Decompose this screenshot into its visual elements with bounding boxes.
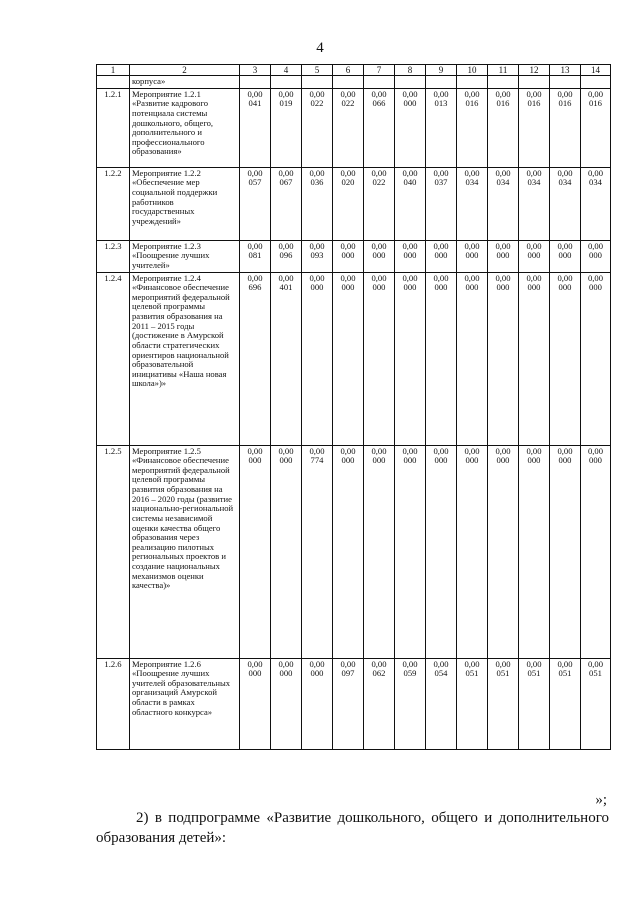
value-cell bbox=[271, 272, 302, 445]
value-integer-part: 0,00 bbox=[587, 658, 604, 669]
value-cell bbox=[457, 88, 488, 167]
value-cell bbox=[426, 240, 457, 272]
value-integer-part: 0,00 bbox=[402, 272, 418, 283]
value-fraction-part: 034 bbox=[527, 177, 541, 188]
value-cell bbox=[581, 272, 611, 445]
value-integer-part: 0,00 bbox=[557, 167, 573, 178]
value-integer-part: 0,00 bbox=[247, 658, 263, 669]
table-cell bbox=[302, 76, 333, 89]
value-integer-part: 0,00 bbox=[557, 445, 573, 456]
value-integer-part: 0,00 bbox=[402, 658, 418, 669]
value-integer-part: 0,00 bbox=[587, 240, 604, 251]
table-row bbox=[97, 240, 611, 272]
value-integer-part: 0,00 bbox=[464, 88, 480, 99]
value-fraction-part: 000 bbox=[279, 668, 293, 679]
value-cell bbox=[488, 88, 519, 167]
value-integer-part: 0,00 bbox=[340, 88, 356, 99]
value-integer-part: 0,00 bbox=[526, 88, 542, 99]
value-fraction-part: 034 bbox=[465, 177, 479, 188]
value-fraction-part: 019 bbox=[279, 98, 293, 109]
value-fraction-part: 013 bbox=[434, 98, 448, 109]
table-cell bbox=[550, 76, 581, 89]
measure-name: Мероприятие 1.2.4 «Финансовое обеспечение мероприятий федеральной целевой программы развития образования на 2011 – 2015 годы (достижение в Амурской области стратегических ориентиров национальной образовательной инициативы «Наша новая школа»)» bbox=[130, 272, 240, 445]
value-fraction-part: 000 bbox=[589, 455, 602, 466]
value-integer-part: 0,00 bbox=[278, 445, 294, 456]
value-cell bbox=[333, 658, 364, 749]
table-cell bbox=[271, 76, 302, 89]
value-fraction-part: 000 bbox=[341, 455, 355, 466]
value-integer-part: 0,00 bbox=[371, 167, 387, 178]
value-fraction-part: 000 bbox=[558, 455, 572, 466]
value-cell bbox=[240, 167, 271, 240]
value-fraction-part: 020 bbox=[341, 177, 355, 188]
value-fraction-part: 000 bbox=[279, 455, 293, 466]
value-fraction-part: 000 bbox=[341, 250, 355, 261]
value-cell bbox=[364, 272, 395, 445]
page-number: 4 bbox=[316, 40, 324, 56]
value-cell bbox=[457, 272, 488, 445]
value-integer-part: 0,00 bbox=[247, 445, 263, 456]
continuation-text: корпуса» bbox=[130, 76, 240, 89]
value-cell bbox=[271, 658, 302, 749]
value-cell bbox=[302, 167, 333, 240]
value-integer-part: 0,00 bbox=[587, 88, 604, 99]
value-cell bbox=[457, 658, 488, 749]
header-cell: 2 bbox=[130, 65, 240, 76]
value-fraction-part: 016 bbox=[558, 98, 572, 109]
measure-name: Мероприятие 1.2.2 «Обеспечение мер социальной поддержки работников государственных учреждений» bbox=[130, 167, 240, 240]
value-cell bbox=[271, 167, 302, 240]
value-cell bbox=[426, 658, 457, 749]
value-fraction-part: 000 bbox=[310, 668, 324, 679]
value-fraction-part: 022 bbox=[341, 98, 355, 109]
table-cell bbox=[519, 76, 550, 89]
value-fraction-part: 000 bbox=[372, 455, 386, 466]
value-integer-part: 0,00 bbox=[495, 445, 511, 456]
value-integer-part: 0,00 bbox=[433, 240, 449, 251]
value-cell bbox=[240, 272, 271, 445]
value-cell bbox=[550, 445, 581, 658]
value-fraction-part: 000 bbox=[434, 282, 448, 293]
value-fraction-part: 022 bbox=[372, 177, 386, 188]
header-cell: 1 bbox=[97, 65, 130, 76]
value-fraction-part: 000 bbox=[434, 455, 448, 466]
value-fraction-part: 016 bbox=[465, 98, 479, 109]
value-integer-part: 0,00 bbox=[340, 240, 356, 251]
row-number: 1.2.4 bbox=[97, 272, 130, 445]
table-row bbox=[97, 272, 611, 445]
header-cell: 3 bbox=[240, 65, 271, 76]
value-fraction-part: 000 bbox=[403, 455, 417, 466]
value-fraction-part: 000 bbox=[558, 250, 572, 261]
value-cell bbox=[488, 272, 519, 445]
value-fraction-part: 037 bbox=[434, 177, 448, 188]
header-cell: 10 bbox=[457, 65, 488, 76]
value-fraction-part: 000 bbox=[496, 250, 510, 261]
value-cell bbox=[364, 240, 395, 272]
value-fraction-part: 000 bbox=[341, 282, 355, 293]
value-integer-part: 0,00 bbox=[402, 240, 418, 251]
row-number: 1.2.3 bbox=[97, 240, 130, 272]
value-fraction-part: 040 bbox=[403, 177, 417, 188]
header-cell: 11 bbox=[488, 65, 519, 76]
value-cell bbox=[581, 658, 611, 749]
value-cell bbox=[395, 88, 426, 167]
value-fraction-part: 051 bbox=[465, 668, 479, 679]
value-cell bbox=[457, 445, 488, 658]
value-integer-part: 0,00 bbox=[371, 445, 387, 456]
value-integer-part: 0,00 bbox=[247, 88, 263, 99]
table-cell bbox=[581, 76, 611, 89]
indicators-table bbox=[96, 64, 611, 750]
table-cell bbox=[333, 76, 364, 89]
value-integer-part: 0,00 bbox=[433, 167, 449, 178]
value-cell bbox=[488, 445, 519, 658]
value-integer-part: 0,00 bbox=[402, 88, 418, 99]
value-fraction-part: 034 bbox=[496, 177, 510, 188]
value-cell bbox=[550, 167, 581, 240]
table-cell bbox=[426, 76, 457, 89]
value-fraction-part: 057 bbox=[248, 177, 262, 188]
value-fraction-part: 034 bbox=[558, 177, 572, 188]
value-cell bbox=[426, 167, 457, 240]
value-cell bbox=[240, 445, 271, 658]
value-integer-part: 0,00 bbox=[247, 272, 263, 283]
value-cell bbox=[457, 240, 488, 272]
value-fraction-part: 000 bbox=[372, 282, 386, 293]
value-cell bbox=[488, 240, 519, 272]
table-cell bbox=[97, 76, 130, 89]
value-integer-part: 0,00 bbox=[309, 167, 325, 178]
value-fraction-part: 062 bbox=[372, 668, 386, 679]
table-row bbox=[97, 167, 611, 240]
header-cell: 13 bbox=[550, 65, 581, 76]
value-fraction-part: 000 bbox=[496, 455, 510, 466]
value-fraction-part: 000 bbox=[434, 250, 448, 261]
value-cell bbox=[395, 240, 426, 272]
value-cell bbox=[581, 240, 611, 272]
value-integer-part: 0,00 bbox=[340, 167, 356, 178]
value-integer-part: 0,00 bbox=[278, 167, 294, 178]
value-cell bbox=[581, 167, 611, 240]
value-integer-part: 0,00 bbox=[371, 240, 387, 251]
value-fraction-part: 000 bbox=[589, 282, 602, 293]
value-fraction-part: 000 bbox=[589, 250, 602, 261]
value-fraction-part: 000 bbox=[465, 455, 479, 466]
table-cell bbox=[395, 76, 426, 89]
value-fraction-part: 034 bbox=[589, 177, 602, 188]
value-fraction-part: 000 bbox=[527, 282, 541, 293]
value-integer-part: 0,00 bbox=[340, 658, 356, 669]
value-fraction-part: 096 bbox=[279, 250, 293, 261]
value-fraction-part: 000 bbox=[403, 250, 417, 261]
value-integer-part: 0,00 bbox=[371, 658, 387, 669]
continuation-row bbox=[97, 76, 611, 89]
value-cell bbox=[519, 658, 550, 749]
value-fraction-part: 696 bbox=[248, 282, 262, 293]
row-number: 1.2.1 bbox=[97, 88, 130, 167]
value-cell bbox=[364, 88, 395, 167]
value-fraction-part: 000 bbox=[248, 455, 262, 466]
value-cell bbox=[519, 272, 550, 445]
value-integer-part: 0,00 bbox=[340, 445, 356, 456]
value-cell bbox=[333, 445, 364, 658]
value-cell bbox=[240, 88, 271, 167]
value-cell bbox=[364, 658, 395, 749]
measure-name: Мероприятие 1.2.1 «Развитие кадрового потенциала системы дошкольного, общего, дополнительного и профессионального образования» bbox=[130, 88, 240, 167]
header-cell: 5 bbox=[302, 65, 333, 76]
value-integer-part: 0,00 bbox=[557, 658, 573, 669]
measure-name: Мероприятие 1.2.3 «Поощрение лучших учителей» bbox=[130, 240, 240, 272]
value-cell bbox=[333, 240, 364, 272]
value-fraction-part: 000 bbox=[527, 250, 541, 261]
value-fraction-part: 041 bbox=[248, 98, 262, 109]
value-fraction-part: 000 bbox=[465, 250, 479, 261]
value-fraction-part: 051 bbox=[496, 668, 510, 679]
value-fraction-part: 093 bbox=[310, 250, 324, 261]
value-fraction-part: 000 bbox=[496, 282, 510, 293]
value-integer-part: 0,00 bbox=[247, 167, 263, 178]
value-integer-part: 0,00 bbox=[495, 88, 511, 99]
table-cell bbox=[364, 76, 395, 89]
value-integer-part: 0,00 bbox=[495, 658, 511, 669]
value-cell bbox=[395, 658, 426, 749]
header-cell: 6 bbox=[333, 65, 364, 76]
value-integer-part: 0,00 bbox=[278, 88, 294, 99]
value-cell bbox=[426, 272, 457, 445]
value-cell bbox=[395, 445, 426, 658]
value-fraction-part: 051 bbox=[527, 668, 541, 679]
value-integer-part: 0,00 bbox=[495, 167, 511, 178]
value-integer-part: 0,00 bbox=[464, 272, 480, 283]
measure-name: Мероприятие 1.2.5 «Финансовое обеспечение мероприятий федеральной целевой программы развития образования на 2016 – 2020 годы (развитие национально-региональной системы независимой оценки качества общего образования через реализацию пилотных региональных проектов и создание национальных механизмов оценки качества)» bbox=[130, 445, 240, 658]
value-fraction-part: 000 bbox=[403, 98, 417, 109]
value-integer-part: 0,00 bbox=[464, 658, 480, 669]
value-cell bbox=[302, 88, 333, 167]
table-row bbox=[97, 445, 611, 658]
value-cell bbox=[302, 272, 333, 445]
value-integer-part: 0,00 bbox=[309, 240, 325, 251]
value-integer-part: 0,00 bbox=[402, 167, 418, 178]
table-row bbox=[97, 88, 611, 167]
value-cell bbox=[271, 240, 302, 272]
table-cell bbox=[240, 76, 271, 89]
value-cell bbox=[364, 167, 395, 240]
value-fraction-part: 051 bbox=[589, 668, 602, 679]
measure-name: Мероприятие 1.2.6 «Поощрение лучших учителей образовательных организаций Амурской области в рамках областного конкурса» bbox=[130, 658, 240, 749]
value-cell bbox=[302, 240, 333, 272]
value-cell bbox=[550, 240, 581, 272]
header-cell: 9 bbox=[426, 65, 457, 76]
value-integer-part: 0,00 bbox=[587, 272, 604, 283]
value-integer-part: 0,00 bbox=[433, 658, 449, 669]
value-integer-part: 0,00 bbox=[557, 240, 573, 251]
header-cell: 8 bbox=[395, 65, 426, 76]
value-fraction-part: 000 bbox=[310, 282, 324, 293]
value-fraction-part: 036 bbox=[310, 177, 324, 188]
value-cell bbox=[550, 272, 581, 445]
value-fraction-part: 000 bbox=[558, 282, 572, 293]
value-cell bbox=[426, 88, 457, 167]
value-cell bbox=[457, 167, 488, 240]
value-cell bbox=[581, 445, 611, 658]
value-cell bbox=[488, 658, 519, 749]
value-cell bbox=[240, 240, 271, 272]
value-fraction-part: 097 bbox=[341, 668, 355, 679]
value-integer-part: 0,00 bbox=[247, 240, 263, 251]
value-integer-part: 0,00 bbox=[587, 445, 604, 456]
value-integer-part: 0,00 bbox=[309, 445, 325, 456]
value-integer-part: 0,00 bbox=[278, 272, 294, 283]
value-cell bbox=[581, 88, 611, 167]
value-integer-part: 0,00 bbox=[309, 658, 325, 669]
value-cell bbox=[550, 88, 581, 167]
value-cell bbox=[395, 167, 426, 240]
value-integer-part: 0,00 bbox=[526, 240, 542, 251]
value-integer-part: 0,00 bbox=[526, 445, 542, 456]
value-integer-part: 0,00 bbox=[433, 88, 449, 99]
value-integer-part: 0,00 bbox=[464, 240, 480, 251]
value-integer-part: 0,00 bbox=[526, 167, 542, 178]
value-cell bbox=[333, 272, 364, 445]
value-fraction-part: 000 bbox=[465, 282, 479, 293]
header-cell: 12 bbox=[519, 65, 550, 76]
value-integer-part: 0,00 bbox=[495, 272, 511, 283]
value-integer-part: 0,00 bbox=[433, 445, 449, 456]
value-cell bbox=[333, 88, 364, 167]
value-integer-part: 0,00 bbox=[587, 167, 604, 178]
value-integer-part: 0,00 bbox=[309, 88, 325, 99]
value-integer-part: 0,00 bbox=[526, 272, 542, 283]
value-fraction-part: 066 bbox=[372, 98, 386, 109]
value-integer-part: 0,00 bbox=[402, 445, 418, 456]
value-integer-part: 0,00 bbox=[526, 658, 542, 669]
subprogram-paragraph: 2) в подпрограмме «Развитие дошкольного, общего и дополнительного образования детей»: bbox=[96, 810, 609, 846]
value-integer-part: 0,00 bbox=[464, 167, 480, 178]
value-fraction-part: 774 bbox=[310, 455, 324, 466]
value-integer-part: 0,00 bbox=[340, 272, 356, 283]
table-row bbox=[97, 658, 611, 749]
value-integer-part: 0,00 bbox=[371, 88, 387, 99]
value-fraction-part: 059 bbox=[403, 668, 417, 679]
value-fraction-part: 000 bbox=[372, 250, 386, 261]
value-cell bbox=[426, 445, 457, 658]
header-cell: 7 bbox=[364, 65, 395, 76]
value-integer-part: 0,00 bbox=[278, 658, 294, 669]
value-fraction-part: 067 bbox=[279, 177, 293, 188]
header-cell: 14 bbox=[581, 65, 611, 76]
value-cell bbox=[271, 445, 302, 658]
value-integer-part: 0,00 bbox=[309, 272, 325, 283]
closing-mark: »; bbox=[595, 792, 607, 808]
table-cell bbox=[457, 76, 488, 89]
value-fraction-part: 016 bbox=[527, 98, 541, 109]
row-number: 1.2.6 bbox=[97, 658, 130, 749]
value-cell bbox=[302, 658, 333, 749]
value-fraction-part: 000 bbox=[248, 668, 262, 679]
value-fraction-part: 054 bbox=[434, 668, 448, 679]
value-cell bbox=[302, 445, 333, 658]
row-number: 1.2.5 bbox=[97, 445, 130, 658]
value-fraction-part: 022 bbox=[310, 98, 324, 109]
value-integer-part: 0,00 bbox=[433, 272, 449, 283]
value-cell bbox=[519, 167, 550, 240]
value-integer-part: 0,00 bbox=[557, 88, 573, 99]
value-cell bbox=[550, 658, 581, 749]
value-fraction-part: 016 bbox=[589, 98, 602, 109]
value-integer-part: 0,00 bbox=[371, 272, 387, 283]
value-integer-part: 0,00 bbox=[557, 272, 573, 283]
value-cell bbox=[333, 167, 364, 240]
header-row bbox=[97, 65, 611, 76]
value-cell bbox=[271, 88, 302, 167]
value-fraction-part: 000 bbox=[527, 455, 541, 466]
value-cell bbox=[519, 445, 550, 658]
value-cell bbox=[488, 167, 519, 240]
value-cell bbox=[240, 658, 271, 749]
value-fraction-part: 016 bbox=[496, 98, 510, 109]
value-integer-part: 0,00 bbox=[464, 445, 480, 456]
value-fraction-part: 000 bbox=[403, 282, 417, 293]
value-cell bbox=[364, 445, 395, 658]
table-cell bbox=[488, 76, 519, 89]
value-cell bbox=[519, 88, 550, 167]
value-integer-part: 0,00 bbox=[278, 240, 294, 251]
value-fraction-part: 401 bbox=[279, 282, 293, 293]
value-fraction-part: 081 bbox=[248, 250, 262, 261]
value-fraction-part: 051 bbox=[558, 668, 572, 679]
value-cell bbox=[519, 240, 550, 272]
row-number: 1.2.2 bbox=[97, 167, 130, 240]
value-integer-part: 0,00 bbox=[495, 240, 511, 251]
value-cell bbox=[395, 272, 426, 445]
header-cell: 4 bbox=[271, 65, 302, 76]
